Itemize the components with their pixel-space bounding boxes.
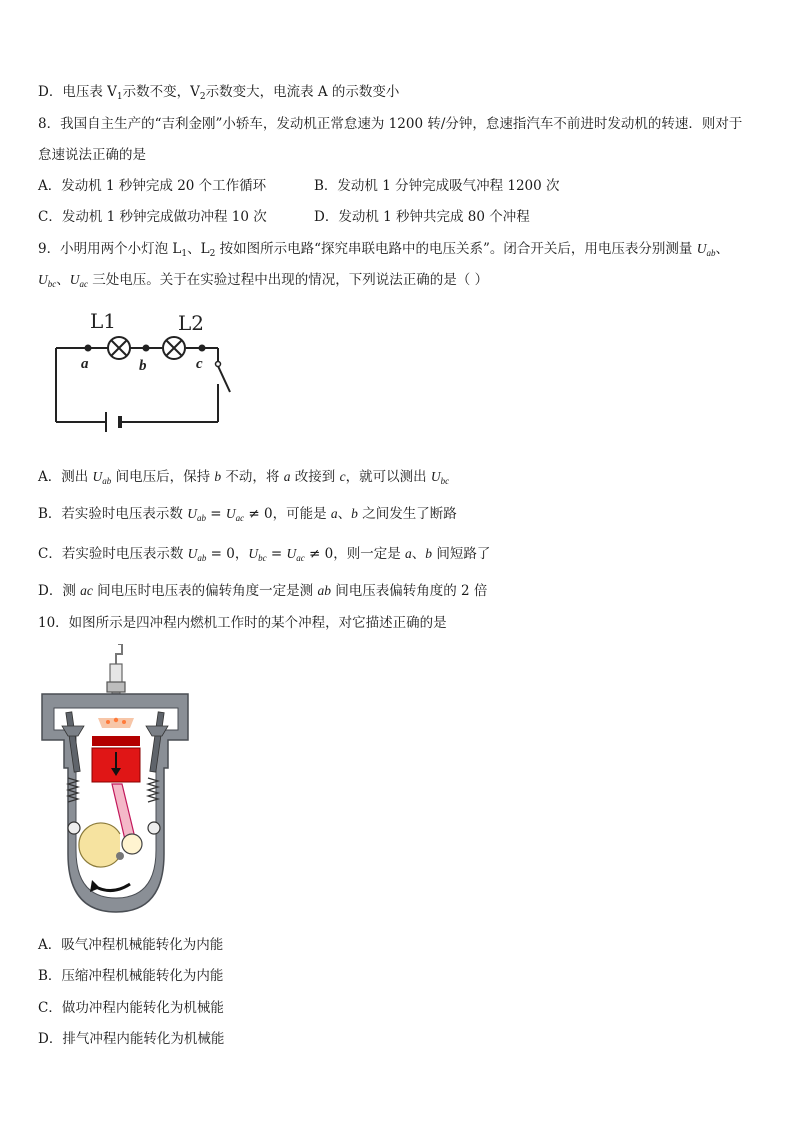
- q9-option-d: D．测 ac 间电压时电压表的偏转角度一定是测 ab 间电压表偏转角度的 2 倍: [38, 583, 488, 599]
- node-a-dot: [85, 345, 92, 352]
- q8-stem-line1: 8．我国自主生产的“吉利金刚”小轿车，发动机正常怠速为 1200 转/分钟，怠速指汽车不前进时发动机的转速．则对于: [38, 116, 743, 132]
- q8-stem-line2: 怠速说法正确的是: [38, 147, 146, 163]
- q10-option-c: C．做功冲程内能转化为机械能: [38, 1000, 224, 1016]
- node-b-dot: [143, 345, 150, 352]
- q9-option-a: A．测出 $U_{ab}$ 间电压后，保持 b 不动，将 a 改接到 c，就可以测出 $U_{bc}$: [38, 469, 450, 486]
- battery-icon: [106, 412, 120, 432]
- engine-cylinder-diagram: [36, 644, 196, 918]
- q9-stem-line1: 9．小明用两个小灯泡 $L_1$、$L_2$ 按如图所示电路“探究串联电路中的电压关系”。闭合开关后，用电压表分别测量 $U_{ab}$、: [38, 241, 729, 259]
- q10-option-a: A．吸气冲程机械能转化为内能: [38, 937, 224, 953]
- piston-icon: [92, 736, 140, 782]
- label-l1: L1: [90, 309, 117, 333]
- node-c-dot: [199, 345, 206, 352]
- q10-option-b: B．压缩冲程机械能转化为内能: [38, 968, 224, 984]
- q9-stem-line2: $U_{bc}$、$U_{ac}$ 三处电压。关于在实验过程中出现的情况，下列说法正确的是（ ）: [38, 272, 489, 289]
- lamp-l2-icon: [163, 337, 185, 359]
- q8-option-c: C．发动机 1 秒钟完成做功冲程 10 次: [38, 209, 267, 225]
- label-l2: L2: [178, 311, 205, 335]
- q8-option-b: B．发动机 1 分钟完成吸气冲程 1200 次: [314, 178, 560, 194]
- q8-option-a: A．发动机 1 秒钟完成 20 个工作循环: [38, 178, 267, 194]
- q9-option-b: B．若实验时电压表示数 $U_{ab} = U_{ac} \ne 0$，可能是 a、b 之间发生了断路: [38, 506, 457, 523]
- spark-plug-icon: [107, 644, 125, 700]
- q9-option-c: C．若实验时电压表示数 $U_{ab} = 0$，$U_{bc} = U_{ac} \ne 0$，则一定是 a、b 间短路了: [38, 546, 491, 563]
- label-point-b: b: [139, 358, 147, 374]
- q8-option-d: D．发动机 1 秒钟共完成 80 个冲程: [314, 209, 530, 225]
- exhaust-cam-icon: [148, 822, 160, 834]
- q10-option-d: D．排气冲程内能转化为机械能: [38, 1031, 225, 1047]
- series-circuit-diagram: [48, 300, 248, 450]
- q7-option-d: D．电压表 $V_1$示数不变，$V_2$示数变大，电流表 A 的示数变小: [38, 84, 400, 102]
- label-point-c: c: [196, 356, 203, 372]
- intake-cam-icon: [68, 822, 80, 834]
- lamp-l1-icon: [108, 337, 130, 359]
- q10-stem: 10．如图所示是四冲程内燃机工作时的某个冲程，对它描述正确的是: [38, 615, 447, 631]
- switch-icon: [216, 362, 221, 367]
- label-point-a: a: [81, 356, 89, 372]
